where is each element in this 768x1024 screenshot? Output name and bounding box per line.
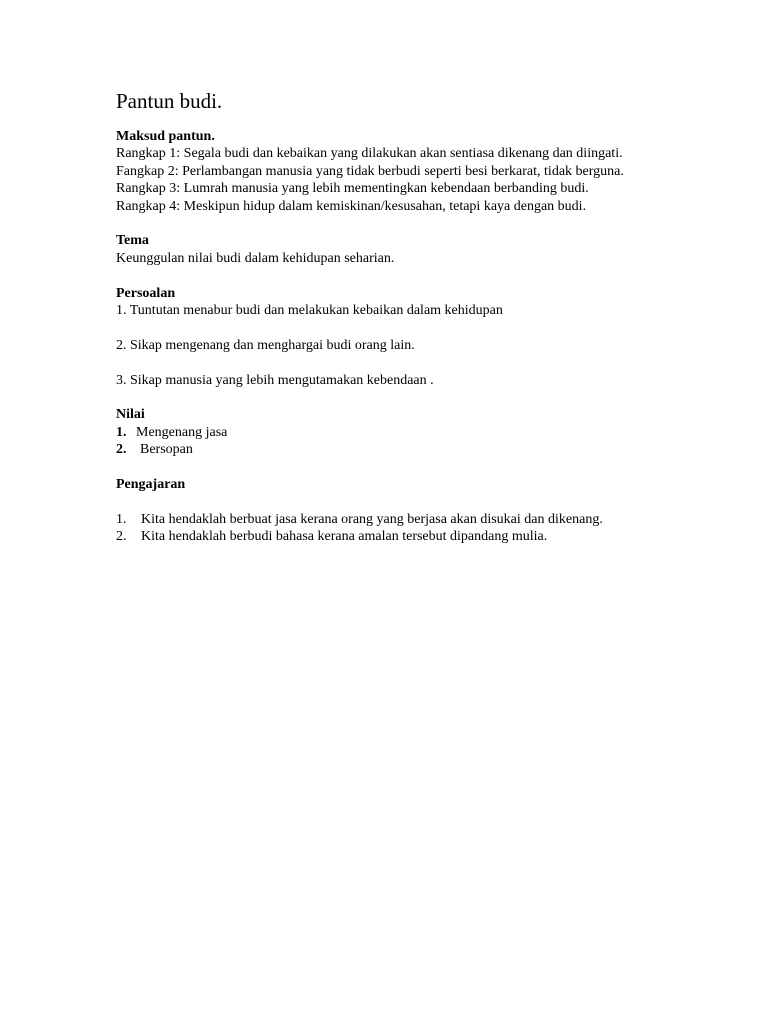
maksud-line-2: Fangkap 2: Perlambangan manusia yang tidak berbudi seperti besi berkarat, tidak berguna. xyxy=(116,163,624,179)
pengajaran-heading: Pengajaran xyxy=(116,477,186,493)
maksud-line-1: Rangkap 1: Segala budi dan kebaikan yang dilakukan akan sentiasa dikenang dan diingati. xyxy=(116,146,623,162)
maksud-heading: Maksud pantun. xyxy=(116,129,215,144)
nilai-item-1 xyxy=(116,424,716,441)
persoalan-item-3: 3. Sikap manusia yang lebih mengutamakan kebendaan . xyxy=(116,372,434,388)
nilai-section xyxy=(116,406,716,458)
persoalan-section xyxy=(116,285,716,389)
document-title: Pantun budi. xyxy=(116,89,223,113)
pengajaran-text-2: Kita hendaklah berbudi bahasa kerana amalan tersebut dipandang mulia. xyxy=(141,529,548,545)
nilai-number-1: 1. xyxy=(116,424,127,440)
nilai-text-2: Bersopan xyxy=(140,442,193,458)
pengajaran-section xyxy=(116,476,716,546)
document-page xyxy=(116,88,716,546)
persoalan-item-1: 1. Tuntutan menabur budi dan melakukan kebaikan dalam kehidupan xyxy=(116,303,503,319)
tema-section xyxy=(116,232,716,267)
maksud-line-4: Rangkap 4: Meskipun hidup dalam kemiskinan/kesusahan, tetapi kaya dengan budi. xyxy=(116,198,587,214)
pengajaran-text-1: Kita hendaklah berbuat jasa kerana orang yang berjasa akan disukai dan dikenang. xyxy=(141,511,603,527)
pengajaran-number-2: 2. xyxy=(116,529,127,545)
tema-heading: Tema xyxy=(116,233,149,249)
maksud-section xyxy=(116,128,716,215)
pengajaran-item-1 xyxy=(116,511,716,528)
persoalan-heading: Persoalan xyxy=(116,285,176,301)
pengajaran-item-2 xyxy=(116,528,716,545)
nilai-text-1: Mengenang jasa xyxy=(136,424,228,440)
nilai-number-2: 2. xyxy=(116,442,127,458)
nilai-heading: Nilai xyxy=(116,407,145,423)
nilai-item-2 xyxy=(116,441,716,458)
maksud-line-3: Rangkap 3: Lumrah manusia yang lebih mementingkan kebendaan berbanding budi. xyxy=(116,181,589,197)
persoalan-item-2: 2. Sikap mengenang dan menghargai budi orang lain. xyxy=(116,337,415,353)
tema-text: Keunggulan nilai budi dalam kehidupan seharian. xyxy=(116,250,395,266)
pengajaran-number-1: 1. xyxy=(116,511,127,527)
